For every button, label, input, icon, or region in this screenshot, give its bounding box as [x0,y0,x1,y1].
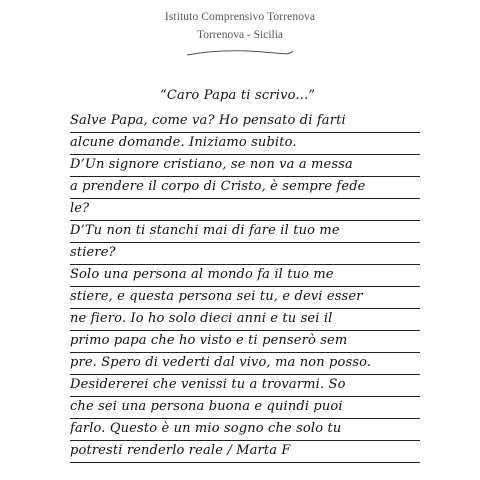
letter-line-text: che sei una persona buona e quindi puoi [70,399,343,414]
letterhead [0,10,480,58]
letter-line-text: potresti renderlo reale / Marta F [70,443,291,458]
letter-line [70,418,420,441]
school-name: Istituto Comprensivo Torrenova [164,11,316,23]
letter-line-text: stiere, e questa persona sei tu, e devi esser [70,289,363,304]
letter-line-text: alcune domande. Iniziamo subito. [70,135,297,150]
letter-line [70,330,420,353]
letter-line [70,154,420,177]
letter-line-text: ne fiero. Io ho solo dieci anni e tu sei il [70,311,333,326]
letter-line [70,176,420,199]
letter-line-text: farlo. Questo è un mio sogno che solo tu [70,421,342,436]
letter-line [70,220,420,243]
letter-line [70,440,420,463]
letter-line-text: Solo una persona al mondo fa il tuo me [70,267,334,282]
letter-line [70,374,420,397]
letter-line-text: D’Tu non ti stanchi mai di fare il tuo me [70,223,340,238]
letter-line [70,396,420,419]
letter-line [70,132,420,155]
school-place: Torrenova - Sicilia [196,29,284,41]
letter-line [70,286,420,309]
letter-line-text: pre. Spero di vederti dal vivo, ma non posso. [70,355,372,370]
letter-line [70,352,420,375]
letter-line-text: stiere? [70,245,116,260]
letter-line-text: Desidererei che venissi tu a trovarmi. So [70,377,346,392]
letter-line [70,198,420,221]
letter-title: “Caro Papa ti scrivo...” [160,88,316,103]
decorative-swash-icon [185,48,295,58]
letter-line [70,242,420,265]
letter-line-text: a prendere il corpo di Cristo, è sempre fede [70,179,366,194]
letter-line [70,264,420,287]
letter-line-text: D’Un signore cristiano, se non va a messa [70,157,353,172]
letter-line-text: primo papa che ho visto e ti penserò sem [70,333,348,348]
letter-line [70,110,420,133]
letter-line [70,308,420,331]
letter-line-text: Salve Papa, come va? Ho pensato di farti [70,113,346,128]
letter-line-text: le? [70,201,90,216]
